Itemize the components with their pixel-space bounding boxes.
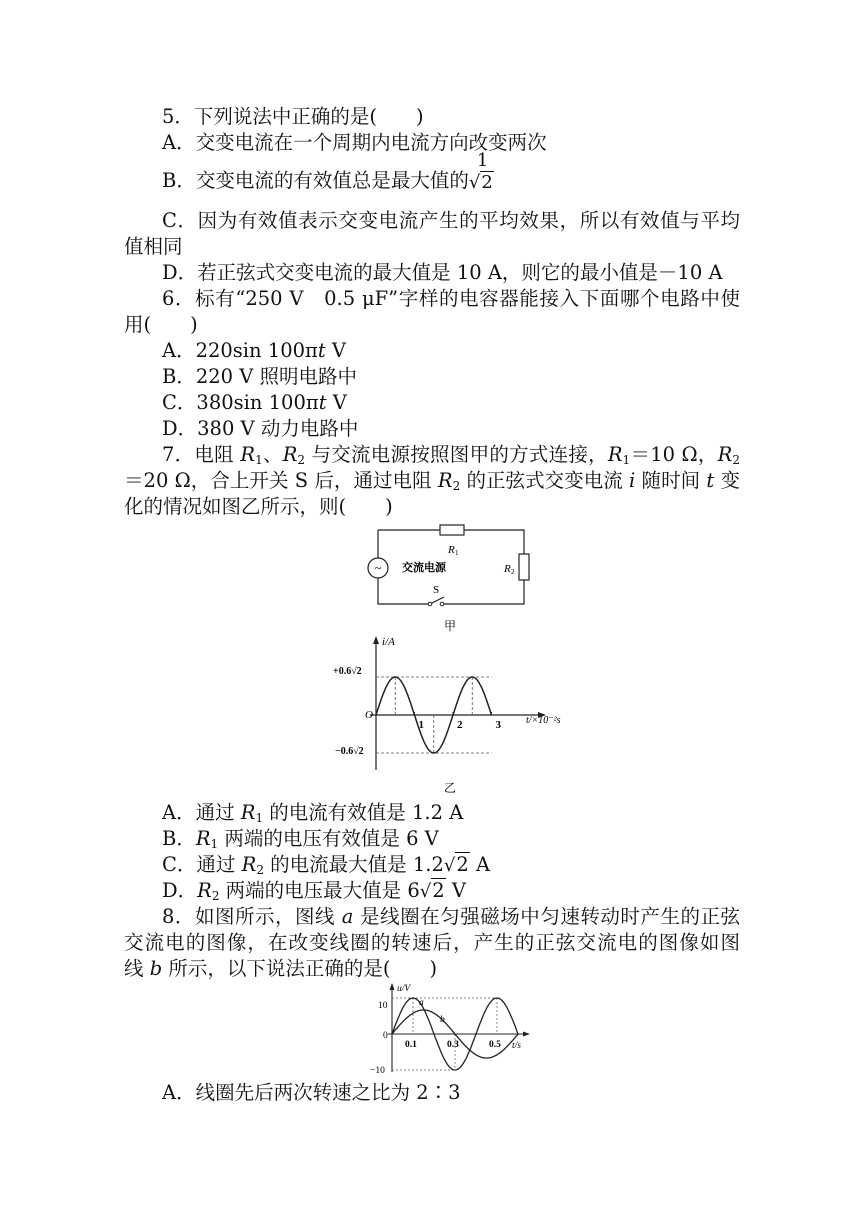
- subscript: 2: [452, 479, 461, 493]
- q5-option-b-text: B．交变电流的有效值总是最大值的: [162, 169, 469, 192]
- x-axis-label: t/s: [512, 1041, 521, 1051]
- x-tick-label: 2: [457, 719, 463, 731]
- q7-option-d-unit: V: [445, 879, 466, 902]
- y-axis-arrow: [373, 636, 379, 644]
- subscript: 1: [622, 453, 631, 467]
- r-symbol: R: [607, 443, 623, 466]
- x-tick-group: [405, 1040, 501, 1050]
- voltage-time-chart: [368, 980, 538, 1076]
- t-symbol: t: [706, 469, 715, 492]
- r-symbol: R: [197, 879, 212, 902]
- q7-text: 变: [714, 469, 740, 492]
- x-tick-label: 1: [418, 719, 424, 731]
- figure-jia-caption: 甲: [443, 619, 457, 633]
- q8-option-a: A．线圈先后两次转速之比为 2∶3: [162, 1081, 461, 1104]
- subscript: 2: [256, 863, 264, 877]
- q6-stem-line2: 用( ): [124, 313, 198, 336]
- q7-stem-line3: 化的情况如图乙所示，则( ): [124, 495, 393, 518]
- y-min-label: −10: [370, 1066, 385, 1076]
- q7-text: 、: [262, 443, 283, 466]
- resistor-r1: [440, 525, 464, 535]
- q7-option-d-text: D．: [162, 879, 198, 902]
- q8-text: 是线圈在匀强磁场中匀速转动时产生的正弦: [353, 905, 740, 928]
- q7-option-b-text: B．: [162, 827, 196, 850]
- y-max-label: 10: [378, 1001, 388, 1011]
- q5-option-a: A．交变电流在一个周期内电流方向改变两次: [162, 131, 547, 154]
- i-symbol: i: [629, 469, 636, 492]
- r1-label: R: [448, 544, 455, 556]
- q8-stem-line1: [162, 904, 740, 930]
- q7-text: ＝10 Ω，: [630, 443, 718, 466]
- q7-option-b-text: 两端的电压有效值是 6 V: [218, 827, 439, 850]
- q5-option-c-line2: 值相同: [124, 235, 183, 258]
- q6-option-a: [162, 338, 778, 364]
- q5-option-b: [162, 150, 778, 194]
- q6-option-c-var: t: [318, 391, 327, 414]
- q7-option-d: [162, 878, 778, 905]
- origin-label: 0: [383, 1031, 388, 1041]
- subscript: 2: [297, 453, 306, 467]
- x-axis-arrow: [523, 1032, 530, 1037]
- y-min-label: −0.6√2: [335, 746, 364, 757]
- subscript: 1: [210, 837, 219, 851]
- q7-option-c-text: C．通过: [162, 853, 242, 876]
- q8-stem-line2: 交流电的图像，在改变线圈的转速后，产生的正弦交流电的图像如图: [124, 931, 740, 954]
- subscript: 1: [255, 453, 263, 467]
- r-symbol: R: [240, 801, 256, 824]
- r2-label: R: [504, 563, 511, 575]
- q8-text: 线: [124, 957, 150, 980]
- current-time-chart: [330, 630, 580, 796]
- x-tick-label: 0.5: [489, 1040, 501, 1050]
- r2-label-subscript: 2: [511, 568, 515, 576]
- circuit-wires: [378, 530, 524, 604]
- q7-option-a-text: A．通过: [162, 801, 241, 824]
- sqrt-sign: √: [468, 172, 481, 193]
- ac-source-tilde: ~: [374, 561, 382, 575]
- q7-option-d-text: 两端的电压最大值是 6: [219, 879, 420, 902]
- q5-option-d: D．若正弦式交变电流的最大值是 10 A，则它的最小值是－10 A: [162, 261, 723, 284]
- radicand: 2: [456, 853, 469, 876]
- q7-text: 随时间: [635, 469, 707, 492]
- r-symbol: R: [240, 443, 256, 466]
- q5-option-c-line1: C．因为有效值表示交变电流产生的平均效果，所以有效值与平均: [162, 209, 740, 232]
- circuit-diagram: [364, 518, 534, 636]
- q5-fraction-denominator: [469, 170, 494, 196]
- y-axis-arrow: [390, 983, 395, 990]
- y-axis-label: u/V: [397, 984, 411, 994]
- radicand: 2: [432, 879, 445, 902]
- ac-source-label: 交流电源: [402, 562, 446, 574]
- q7-option-a: [162, 800, 778, 826]
- q5-fraction: [468, 150, 495, 194]
- switch-contact: [428, 602, 432, 606]
- q8-text: 所示，以下说法正确的是( ): [162, 957, 438, 980]
- r-symbol: R: [195, 827, 211, 850]
- q6-option-c: [162, 390, 778, 416]
- origin-label: O: [365, 709, 373, 721]
- subscript: 1: [255, 811, 264, 825]
- x-tick-label: 0.1: [405, 1040, 417, 1050]
- q8-stem-line3: [124, 956, 740, 982]
- q5-fraction-numerator: 1: [476, 150, 489, 171]
- subscript: 2: [732, 453, 740, 467]
- curve-a-label: a: [419, 998, 424, 1008]
- q6-option-c-unit: V: [326, 391, 347, 414]
- r1-label-subscript: 1: [455, 549, 459, 557]
- r-symbol: R: [717, 443, 733, 466]
- q7-option-b: [162, 826, 778, 852]
- r-symbol: R: [282, 443, 298, 466]
- x-axis-label: t/×10⁻²s: [526, 715, 561, 726]
- q7-stem-line2: [124, 468, 740, 494]
- q7-stem-line1: [162, 442, 740, 468]
- q8-text: 8．如图所示，图线: [162, 905, 342, 928]
- q7-text: 与交流电源按照图甲的方式连接，: [305, 443, 608, 466]
- q6-option-a-text: A．220sin 100π: [162, 339, 318, 362]
- sqrt-sign: √: [419, 881, 432, 902]
- resistor-r2: [519, 554, 529, 580]
- x-tick-label: 0.3: [447, 1040, 459, 1050]
- q6-stem-line1: 6．标有“250 V 0.5 μF”字样的电容器能接入下面哪个电路中使: [162, 287, 740, 310]
- q7-option-c-unit: A: [469, 853, 491, 876]
- q5-stem: 5．下列说法中正确的是( ): [162, 105, 424, 128]
- q6-option-a-var: t: [317, 339, 326, 362]
- switch-label: S: [432, 584, 440, 596]
- q7-text: 的正弦式交变电流: [460, 469, 630, 492]
- subscript: 2: [211, 889, 220, 903]
- switch-contact: [440, 602, 444, 606]
- x-tick-label: 3: [495, 719, 501, 731]
- r-symbol: R: [437, 469, 453, 492]
- q7-text: 7．电阻: [162, 443, 241, 466]
- q7-option-c: [162, 852, 778, 879]
- q7-option-c-text: 的电流最大值是 1.2: [263, 853, 444, 876]
- a-symbol: a: [341, 905, 354, 928]
- y-axis-label: i/A: [382, 636, 395, 648]
- curve-b-label: b: [440, 1015, 445, 1025]
- y-max-label: +0.6√2: [333, 666, 362, 677]
- q5-fraction-radicand: 2: [481, 172, 493, 193]
- q6-option-c-text: C．380sin 100π: [162, 391, 319, 414]
- figure-yi-caption: 乙: [443, 781, 457, 795]
- q7-option-a-text: 的电流有效值是 1.2 A: [263, 801, 464, 824]
- r-symbol: R: [241, 853, 257, 876]
- q7-text: ＝20 Ω，合上开关 S 后，通过电阻: [124, 469, 438, 492]
- q6-option-a-unit: V: [325, 339, 346, 362]
- q6-option-b: B．220 V 照明电路中: [162, 365, 358, 388]
- q6-option-d: D．380 V 动力电路中: [162, 417, 359, 440]
- b-symbol: b: [149, 957, 163, 980]
- sqrt-sign: √: [443, 855, 456, 876]
